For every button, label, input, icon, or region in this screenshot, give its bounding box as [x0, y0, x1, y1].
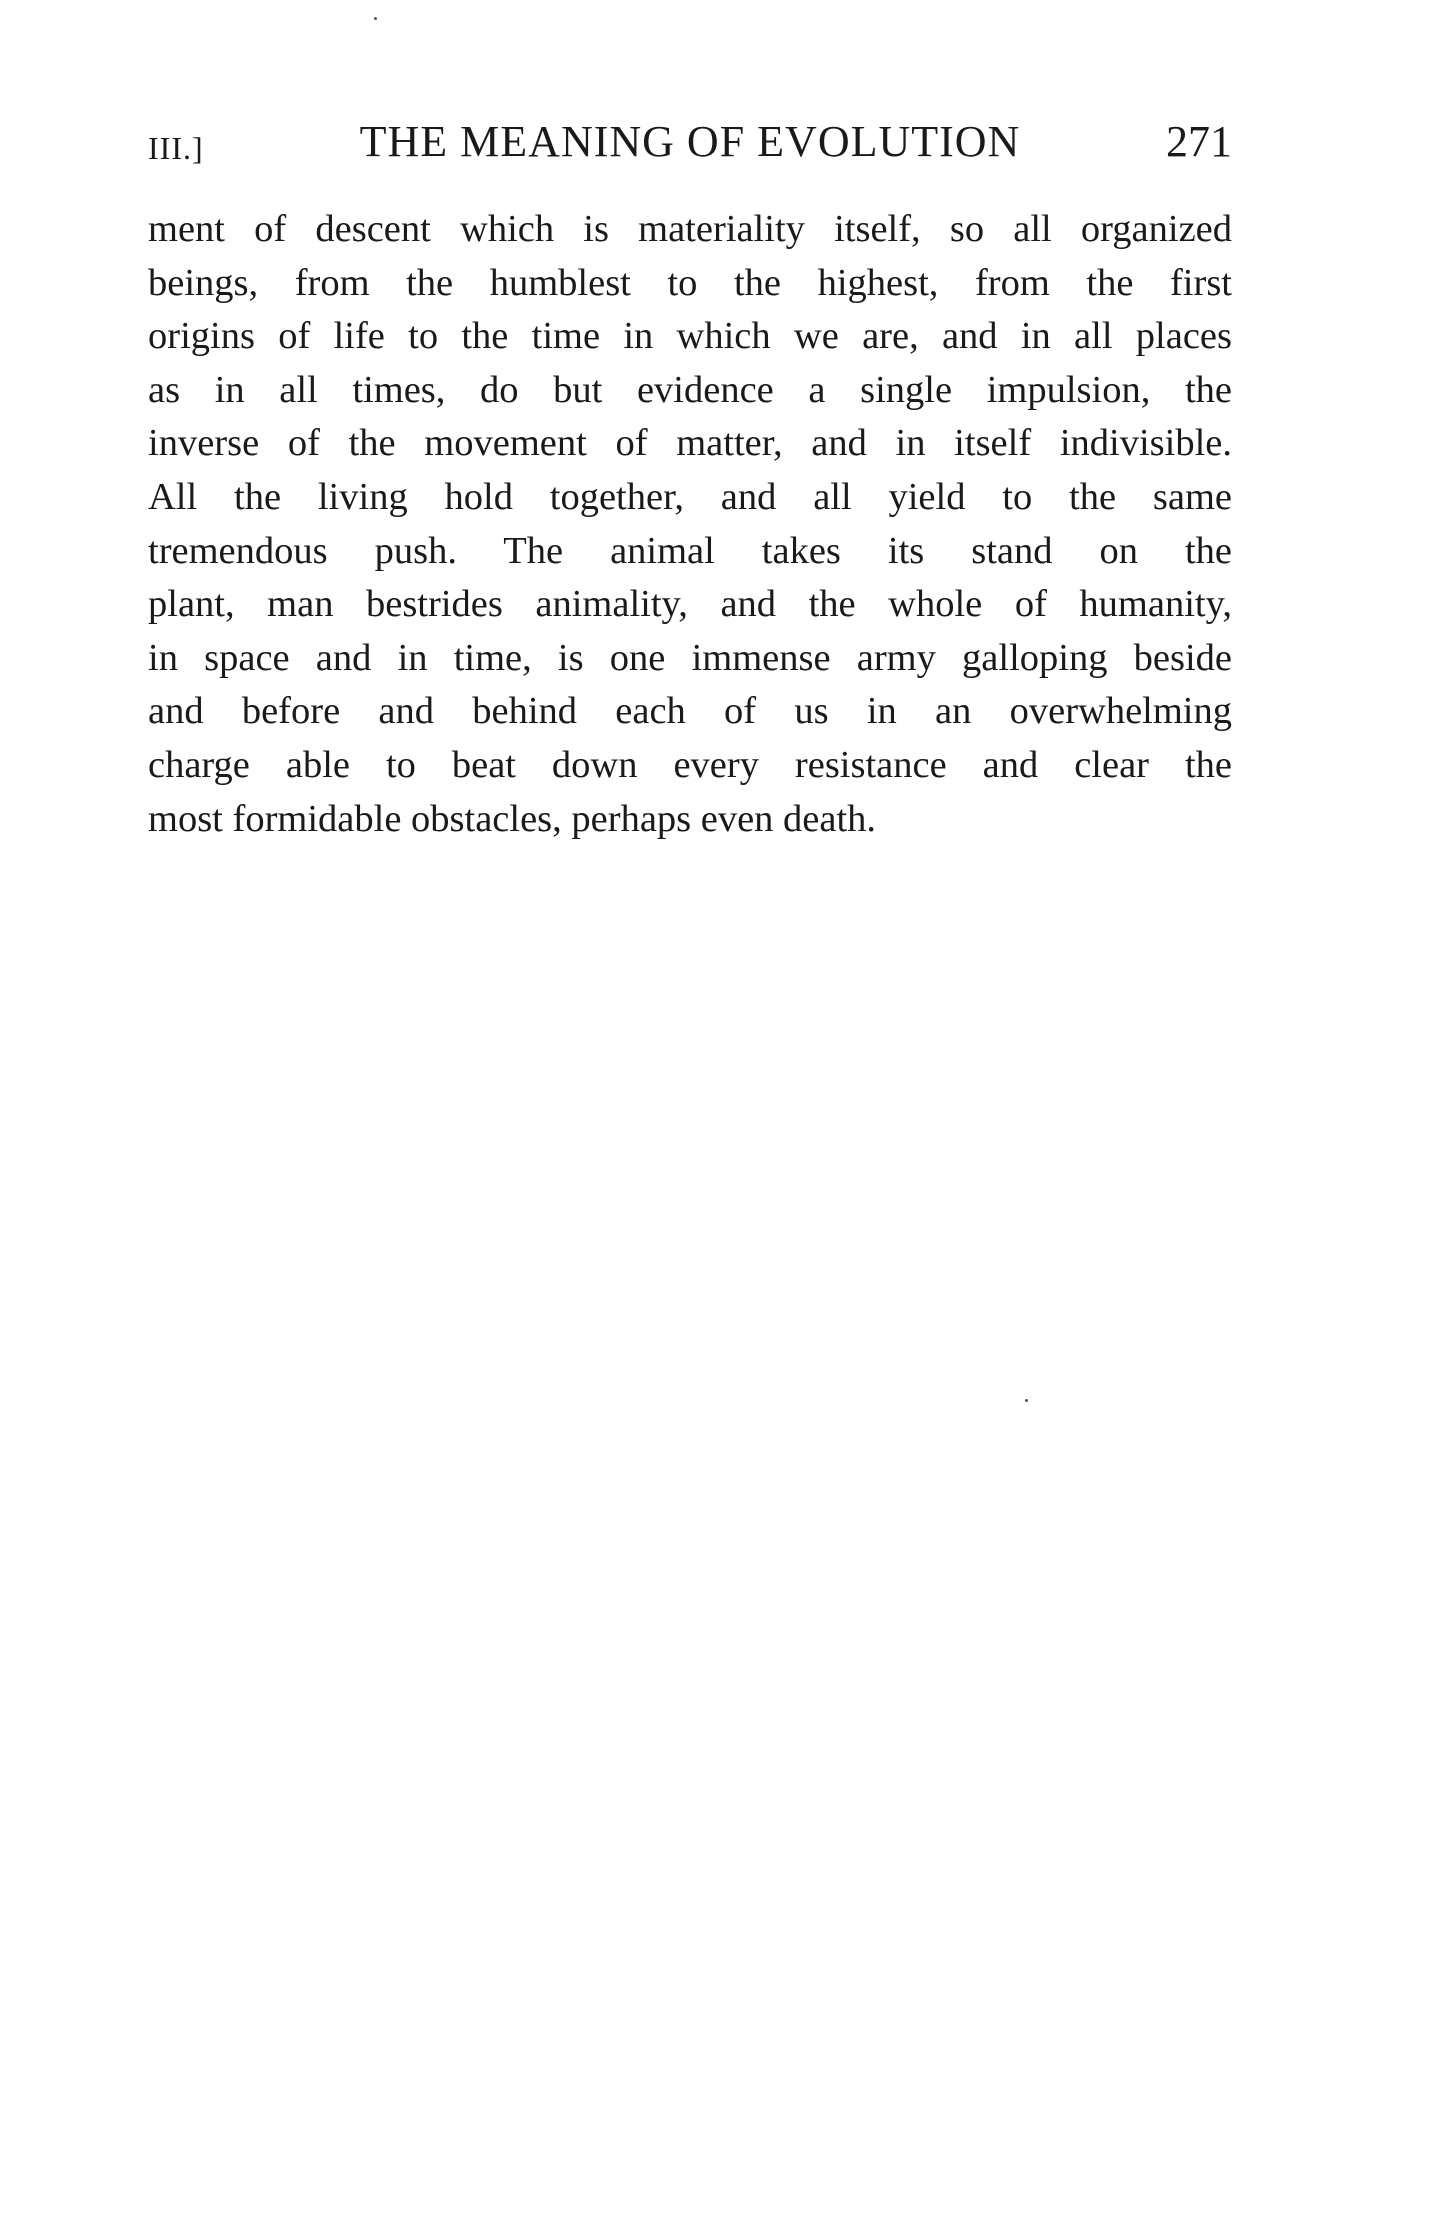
text-line: and before and behind each of us in an overwhelming	[148, 690, 1232, 733]
text-line: origins of life to the time in which we are, and in all places	[148, 315, 1232, 358]
text-line: plant, man bestrides animality, and the whole of humanity,	[148, 583, 1232, 626]
text-line: as in all times, do but evidence a single impulsion, the	[148, 368, 1232, 411]
scan-speck	[1025, 1399, 1028, 1402]
text-line: beings, from the humblest to the highest, from the first	[148, 261, 1232, 304]
text-line: charge able to beat down every resistance and clear the	[148, 743, 1232, 786]
running-head	[148, 116, 1232, 176]
text-line: inverse of the movement of matter, and in itself indivisible.	[148, 422, 1232, 465]
body-paragraph	[148, 203, 1232, 846]
scan-speck	[374, 17, 377, 20]
text-line: ment of descent which is materiality itself, so all organized	[148, 208, 1232, 250]
page-number: 271	[1166, 117, 1232, 166]
text-line: most formidable obstacles, perhaps even death.	[148, 797, 877, 840]
chapter-number: III.]	[148, 130, 204, 166]
text-line: All the living hold together, and all yield to the same	[148, 475, 1232, 518]
text-line: tremendous push. The animal takes its stand on the	[148, 529, 1232, 572]
text-line: in space and in time, is one immense army galloping beside	[148, 636, 1232, 679]
running-head-title: THE MEANING OF EVOLUTION	[359, 117, 1021, 166]
